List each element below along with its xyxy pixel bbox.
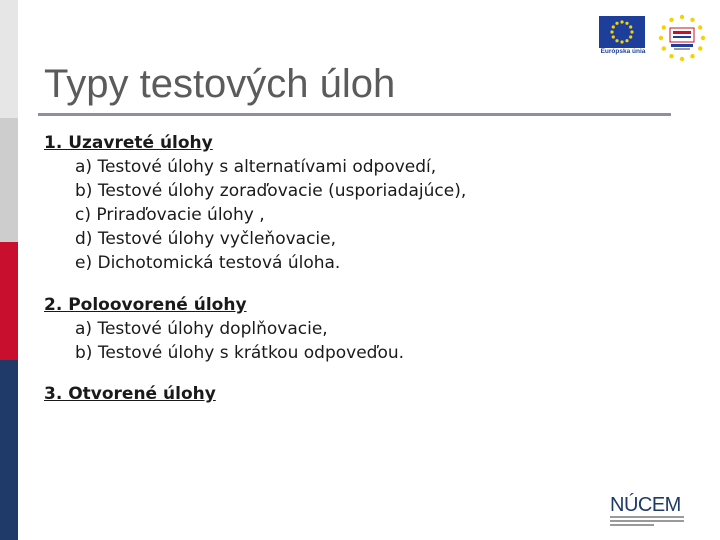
left-bar-grey-segment (0, 118, 18, 242)
eu-caption: Európska únia (600, 48, 646, 55)
page-title: Typy testových úloh (44, 62, 396, 106)
eu-logo (597, 16, 649, 64)
slide-content (44, 131, 466, 406)
section-heading-2: 2. Poloovorené úlohy (44, 295, 247, 315)
list-item: b) Testové úlohy s krátkou odpoveďou. (75, 343, 405, 363)
left-color-bar (0, 0, 18, 540)
list-item: e) Dichotomická testová úloha. (75, 253, 341, 273)
list-item: b) Testové úlohy zoraďovacie (usporiadajúce), (75, 181, 467, 201)
left-bar-navy-segment (0, 360, 18, 540)
esf-stars-icon (656, 12, 708, 64)
list-item: a) Testové úlohy s alternatívami odpovedí, (75, 157, 437, 177)
list-item: d) Testové úlohy vyčleňovacie, (75, 229, 337, 249)
eu-flag-icon (599, 16, 645, 48)
nucem-wordmark: NÚCEM (610, 494, 681, 516)
spacer (44, 275, 466, 293)
nucem-subtitle-lines (610, 516, 684, 528)
nucem-logo-icon (608, 494, 688, 530)
spacer (44, 365, 466, 382)
list-item: a) Testové úlohy doplňovacie, (75, 319, 328, 339)
title-divider (38, 113, 671, 116)
left-bar-light-segment (0, 0, 18, 118)
left-bar-red-segment (0, 242, 18, 360)
section-heading-3: 3. Otvorené úlohy (44, 384, 216, 404)
list-item: c) Priraďovacie úlohy , (75, 205, 265, 225)
section-heading-1: 1. Uzavreté úlohy (44, 133, 213, 153)
